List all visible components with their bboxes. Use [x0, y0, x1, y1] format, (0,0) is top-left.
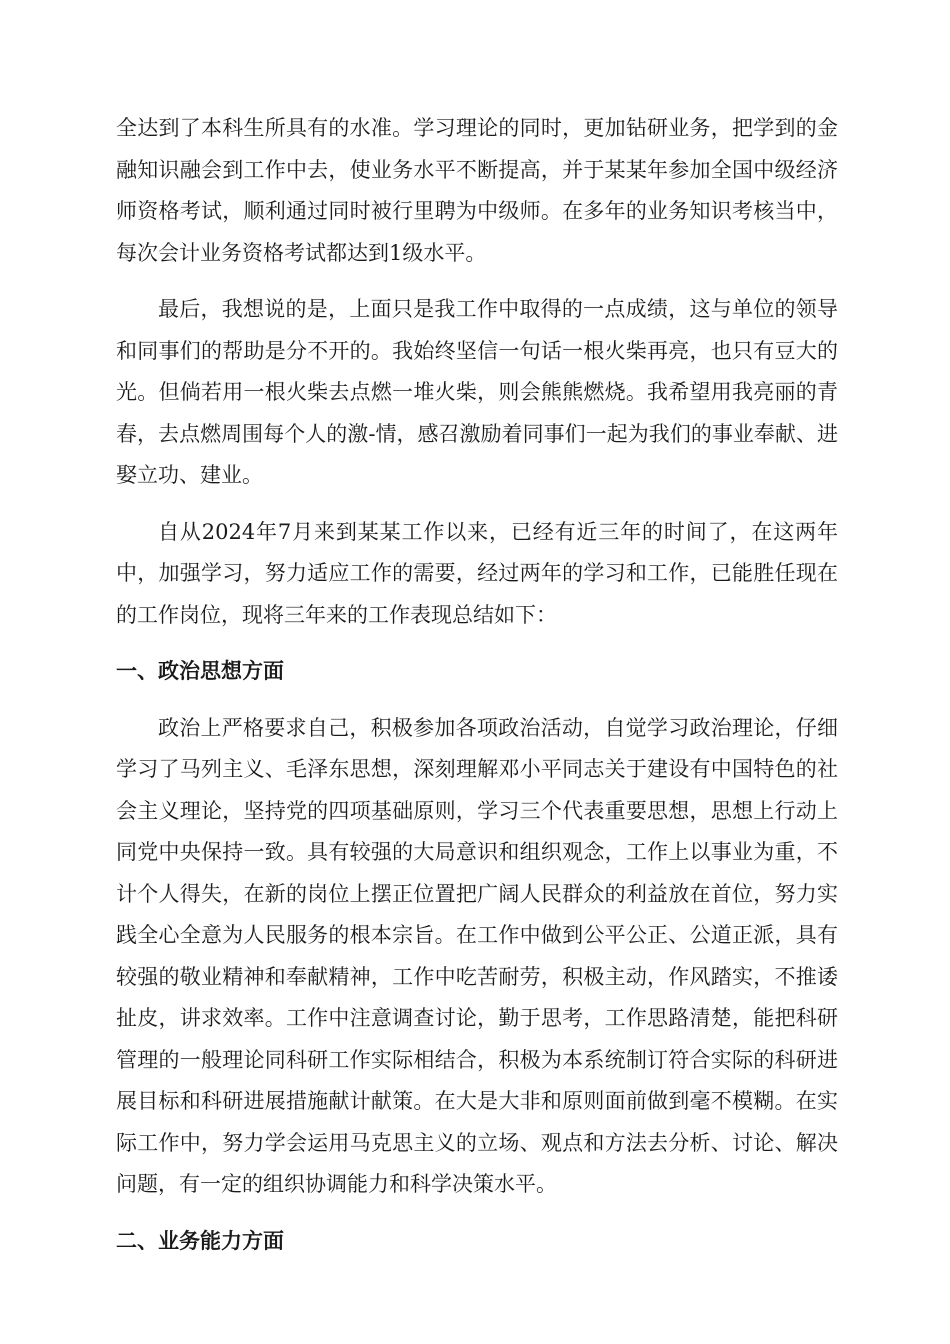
section-heading-business: 二、业务能力方面: [116, 1228, 284, 1253]
section-heading-politics: 一、政治思想方面: [116, 659, 284, 683]
paragraph-1: 全达到了本科生所具有的水准。学习理论的同时，更加钻研业务，把学到的金融知识融会到工作中去，使业务水平不断提高，并于某某年参加全国中级经济师资格考试，顺利通过同时被行里聘为中级师。在多年的业务知识考核当中，每次会计业务资格考试都达到1级水平。: [116, 116, 838, 265]
paragraph-4: 政治上严格要求自己，积极参加各项政治活动，自觉学习政治理论，仔细学习了马列主义、毛泽东思想，深刻理解邓小平同志关于建设有中国特色的社会主义理论，坚持党的四项基础原则，学习三个代表重要思想，思想上行动上同党中央保持一致。具有较强的大局意识和组织观念，工作上以事业为重，不计个人得失，在新的岗位上摆正位置把广阔人民群众的利益放在首位，努力实践全心全意为人民服务的根本宗旨。在工作中做到公平公正、公道正派，具有较强的敬业精神和奉献精神，工作中吃苦耐劳，积极主动，作风踏实，不推诿扯皮，讲求效率。工作中注意调查讨论，勤于思考，工作思路清楚，能把科研管理的一般理论同科研工作实际相结合，积极为本系统制订符合实际的科研进展目标和科研进展措施献计献策。在大是大非和原则面前做到毫不模糊。在实际工作中，努力学会运用马克思主义的立场、观点和方法去分析、讨论、解决问题，有一定的组织协调能力和科学决策水平。: [116, 715, 838, 1196]
document-body: [116, 108, 838, 1277]
paragraph-3: 自从2024年7月来到某某工作以来，已经有近三年的时间了，在这两年中，加强学习，努力适应工作的需要，经过两年的学习和工作，已能胜任现在的工作岗位，现将三年来的工作表现总结如下：: [116, 519, 838, 627]
paragraph-2: 最后，我想说的是，上面只是我工作中取得的一点成绩，这与单位的领导和同事们的帮助是分不开的。我始终坚信一句话一根火柴再亮，也只有豆大的光。但倘若用一根火柴去点燃一堆火柴，则会熊熊燃烧。我希望用我亮丽的青春，去点燃周围每个人的激-情，感召激励着同事们一起为我们的事业奉献、进娶立功、建业。: [116, 297, 838, 487]
